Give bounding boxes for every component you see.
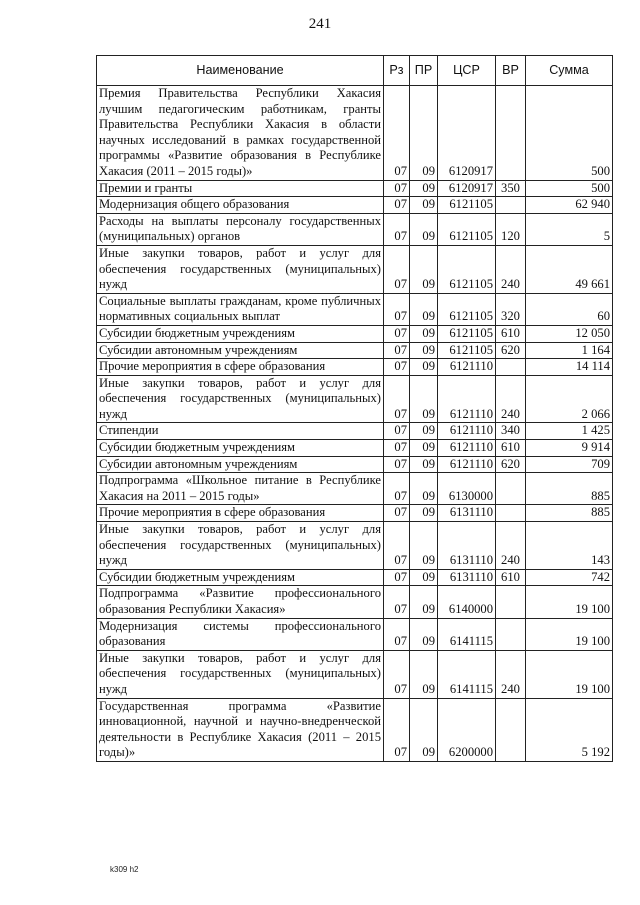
row-pr: 09: [410, 423, 438, 440]
row-rz: 07: [384, 618, 410, 650]
row-csr: 6121105: [438, 245, 496, 293]
page-number: 241: [308, 16, 332, 32]
row-sum: 19 100: [526, 618, 613, 650]
row-csr: 6141115: [438, 618, 496, 650]
row-rz: 07: [384, 180, 410, 197]
row-csr: 6120917: [438, 180, 496, 197]
row-csr: 6121105: [438, 342, 496, 359]
row-pr: 09: [410, 86, 438, 181]
row-name: Субсидии бюджетным учреждениям: [97, 440, 384, 457]
row-pr: 09: [410, 505, 438, 522]
table-row: [97, 86, 613, 181]
row-sum: 49 661: [526, 245, 613, 293]
row-csr: 6121110: [438, 375, 496, 423]
row-name: Прочие мероприятия в сфере образования: [97, 505, 384, 522]
row-pr: 09: [410, 650, 438, 698]
row-sum: 500: [526, 180, 613, 197]
row-vr: 240: [496, 522, 526, 570]
row-sum: 1 164: [526, 342, 613, 359]
row-name: Субсидии автономным учреждениям: [97, 456, 384, 473]
row-vr: [496, 698, 526, 761]
table-row: [97, 456, 613, 473]
header-pr: ПР: [410, 56, 438, 86]
table-row: [97, 473, 613, 505]
row-sum: 742: [526, 569, 613, 586]
row-pr: 09: [410, 213, 438, 245]
row-sum: 62 940: [526, 197, 613, 214]
row-vr: 120: [496, 213, 526, 245]
row-rz: 07: [384, 698, 410, 761]
row-sum: 5: [526, 213, 613, 245]
row-rz: 07: [384, 213, 410, 245]
budget-table: [96, 55, 613, 762]
row-pr: 09: [410, 586, 438, 618]
row-rz: 07: [384, 505, 410, 522]
table-row: [97, 618, 613, 650]
row-name: Прочие мероприятия в сфере образования: [97, 359, 384, 376]
row-pr: 09: [410, 569, 438, 586]
row-rz: 07: [384, 440, 410, 457]
row-vr: [496, 197, 526, 214]
row-vr: 620: [496, 342, 526, 359]
row-name: Премия Правительства Республики Хакасия лучшим педагогическим работникам, гранты Правительства Республики Хакасия в области научных исследований в рамках государственной программы «Развитие образования в Республике Хакасия (2011 – 2015 годы)»: [97, 86, 384, 181]
row-sum: 885: [526, 473, 613, 505]
row-pr: 09: [410, 375, 438, 423]
row-rz: 07: [384, 650, 410, 698]
row-rz: 07: [384, 586, 410, 618]
table-row: [97, 342, 613, 359]
header-sum: Сумма: [526, 56, 613, 86]
row-vr: [496, 473, 526, 505]
row-csr: 6120917: [438, 86, 496, 181]
row-vr: 610: [496, 440, 526, 457]
row-rz: 07: [384, 359, 410, 376]
row-name: Подпрограмма «Школьное питание в Республике Хакасия на 2011 – 2015 годы»: [97, 473, 384, 505]
row-rz: 07: [384, 325, 410, 342]
row-sum: 143: [526, 522, 613, 570]
header-rz: Рз: [384, 56, 410, 86]
row-sum: 2 066: [526, 375, 613, 423]
row-pr: 09: [410, 456, 438, 473]
row-sum: 19 100: [526, 586, 613, 618]
row-rz: 07: [384, 86, 410, 181]
row-name: Иные закупки товаров, работ и услуг для обеспечения государственных (муниципальных) нужд: [97, 522, 384, 570]
row-vr: [496, 86, 526, 181]
row-name: Иные закупки товаров, работ и услуг для обеспечения государственных (муниципальных) нужд: [97, 650, 384, 698]
row-name: Подпрограмма «Развитие профессионального образования Республики Хакасия»: [97, 586, 384, 618]
row-pr: 09: [410, 522, 438, 570]
row-csr: 6121110: [438, 440, 496, 457]
row-name: Премии и гранты: [97, 180, 384, 197]
table-row: [97, 197, 613, 214]
row-vr: 610: [496, 325, 526, 342]
row-pr: 09: [410, 359, 438, 376]
row-pr: 09: [410, 197, 438, 214]
table-row: [97, 180, 613, 197]
row-vr: 350: [496, 180, 526, 197]
table-row: [97, 440, 613, 457]
row-csr: 6141115: [438, 650, 496, 698]
row-sum: 5 192: [526, 698, 613, 761]
row-vr: 620: [496, 456, 526, 473]
row-name: Социальные выплаты гражданам, кроме публичных нормативных социальных выплат: [97, 293, 384, 325]
row-pr: 09: [410, 473, 438, 505]
row-vr: 610: [496, 569, 526, 586]
row-name: Иные закупки товаров, работ и услуг для обеспечения государственных (муниципальных) нужд: [97, 245, 384, 293]
row-csr: 6131110: [438, 569, 496, 586]
row-rz: 07: [384, 342, 410, 359]
document-code: k309 h2: [110, 865, 139, 874]
row-name: Стипендии: [97, 423, 384, 440]
row-rz: 07: [384, 245, 410, 293]
row-csr: 6121110: [438, 423, 496, 440]
row-rz: 07: [384, 456, 410, 473]
row-vr: 240: [496, 375, 526, 423]
table-row: [97, 245, 613, 293]
row-csr: 6121105: [438, 293, 496, 325]
row-pr: 09: [410, 618, 438, 650]
row-sum: 709: [526, 456, 613, 473]
row-name: Модернизация системы профессионального образования: [97, 618, 384, 650]
row-vr: 240: [496, 245, 526, 293]
row-sum: 1 425: [526, 423, 613, 440]
row-pr: 09: [410, 342, 438, 359]
row-sum: 14 114: [526, 359, 613, 376]
table-row: [97, 325, 613, 342]
row-csr: 6121105: [438, 213, 496, 245]
row-name: Модернизация общего образования: [97, 197, 384, 214]
row-pr: 09: [410, 293, 438, 325]
row-sum: 19 100: [526, 650, 613, 698]
row-csr: 6121110: [438, 456, 496, 473]
row-vr: [496, 505, 526, 522]
row-name: Субсидии бюджетным учреждениям: [97, 569, 384, 586]
row-vr: [496, 359, 526, 376]
table-header-row: [97, 56, 613, 86]
row-rz: 07: [384, 197, 410, 214]
row-rz: 07: [384, 375, 410, 423]
table-row: [97, 522, 613, 570]
header-csr: ЦСР: [438, 56, 496, 86]
row-csr: 6131110: [438, 522, 496, 570]
row-rz: 07: [384, 293, 410, 325]
row-name: Расходы на выплаты персоналу государственных (муниципальных) органов: [97, 213, 384, 245]
row-sum: 60: [526, 293, 613, 325]
table-row: [97, 586, 613, 618]
row-vr: 240: [496, 650, 526, 698]
table-row: [97, 293, 613, 325]
row-rz: 07: [384, 473, 410, 505]
row-csr: 6121105: [438, 197, 496, 214]
row-name: Государственная программа «Развитие инновационной, научной и научно-внедренческой деятельности в Республике Хакасия (2011 – 2015 годы)»: [97, 698, 384, 761]
table-row: [97, 375, 613, 423]
row-pr: 09: [410, 180, 438, 197]
row-rz: 07: [384, 423, 410, 440]
table-row: [97, 423, 613, 440]
header-name: Наименование: [97, 56, 384, 86]
table-row: [97, 650, 613, 698]
row-vr: [496, 618, 526, 650]
row-sum: 9 914: [526, 440, 613, 457]
table-row: [97, 698, 613, 761]
row-csr: 6140000: [438, 586, 496, 618]
row-rz: 07: [384, 569, 410, 586]
table-body: [97, 86, 613, 762]
row-sum: 500: [526, 86, 613, 181]
table-row: [97, 213, 613, 245]
row-vr: [496, 586, 526, 618]
table-row: [97, 569, 613, 586]
row-sum: 885: [526, 505, 613, 522]
row-pr: 09: [410, 440, 438, 457]
row-rz: 07: [384, 522, 410, 570]
row-csr: 6121110: [438, 359, 496, 376]
header-vr: ВР: [496, 56, 526, 86]
row-vr: 340: [496, 423, 526, 440]
row-vr: 320: [496, 293, 526, 325]
row-csr: 6200000: [438, 698, 496, 761]
row-csr: 6130000: [438, 473, 496, 505]
row-name: Иные закупки товаров, работ и услуг для обеспечения государственных (муниципальных) нужд: [97, 375, 384, 423]
row-name: Субсидии бюджетным учреждениям: [97, 325, 384, 342]
table-row: [97, 359, 613, 376]
row-csr: 6131110: [438, 505, 496, 522]
row-pr: 09: [410, 245, 438, 293]
row-pr: 09: [410, 698, 438, 761]
row-sum: 12 050: [526, 325, 613, 342]
row-csr: 6121105: [438, 325, 496, 342]
row-pr: 09: [410, 325, 438, 342]
table-row: [97, 505, 613, 522]
row-name: Субсидии автономным учреждениям: [97, 342, 384, 359]
